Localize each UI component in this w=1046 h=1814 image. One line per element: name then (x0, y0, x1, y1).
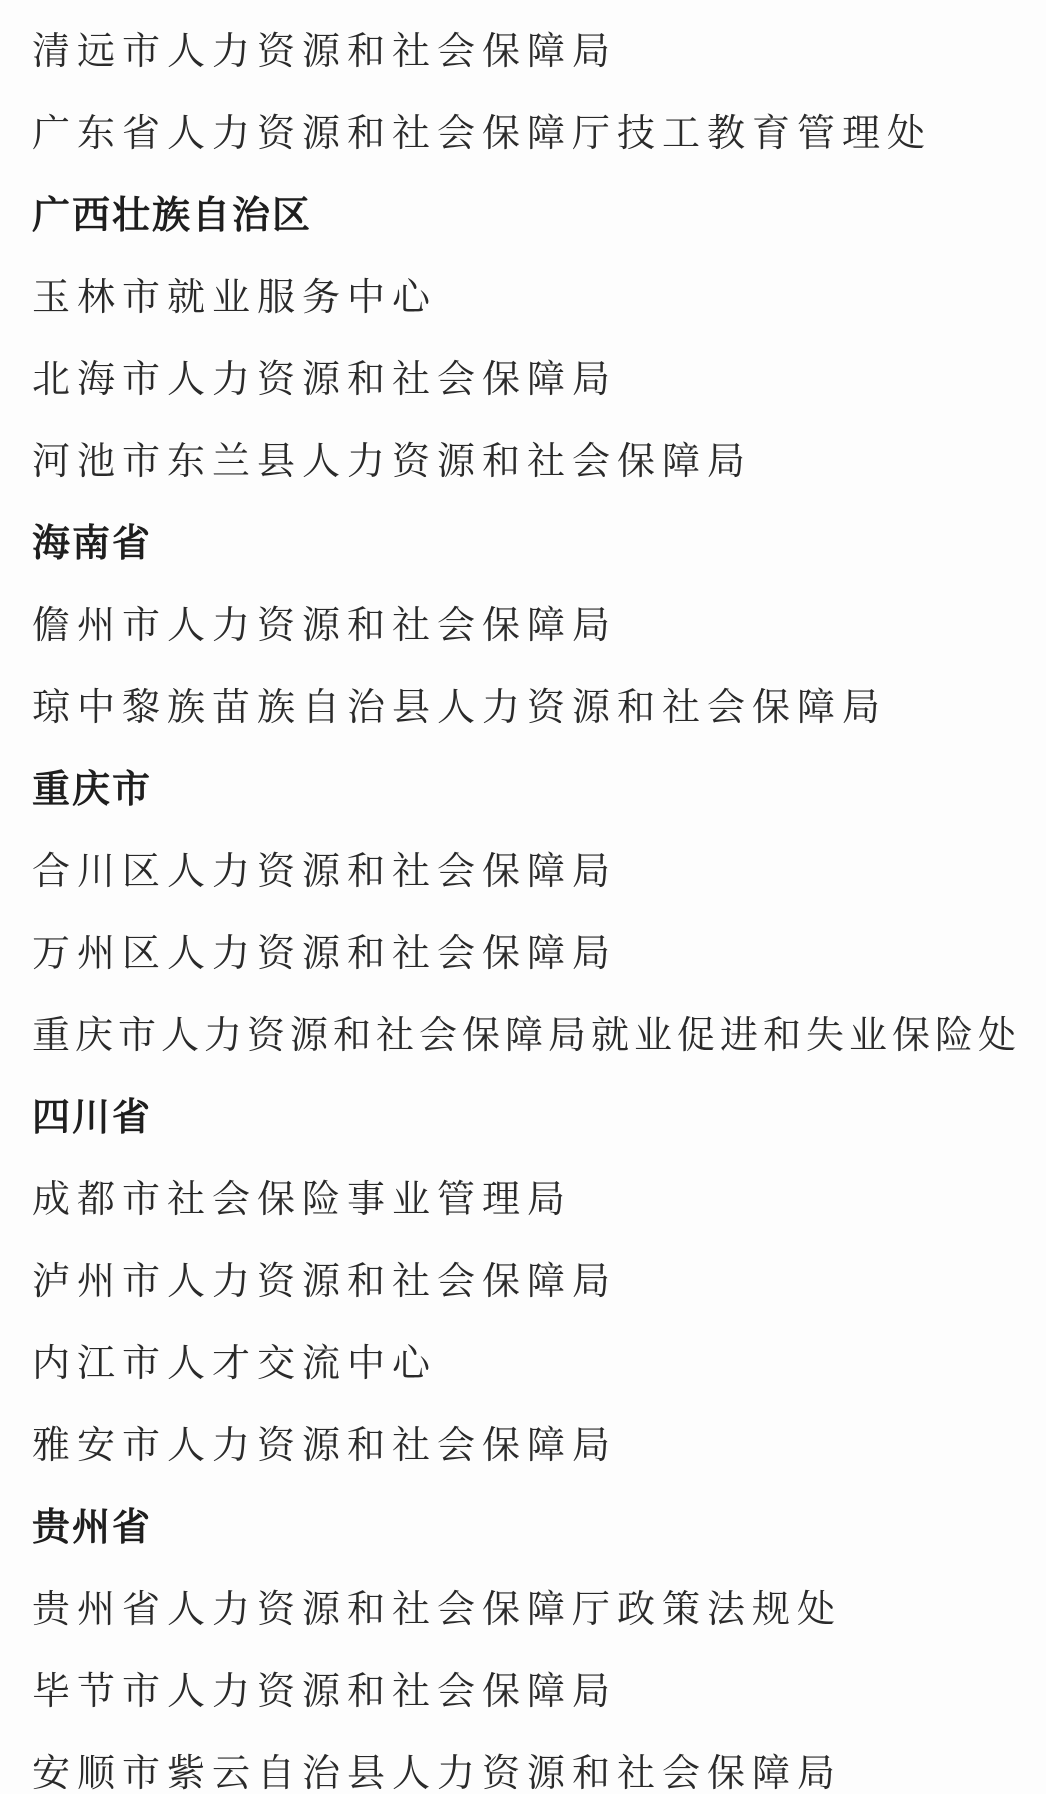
list-item: 内江市人才交流中心 (32, 1341, 438, 1385)
region-heading: 海南省 (32, 521, 153, 565)
list-item: 清远市人力资源和社会保障局 (32, 29, 618, 73)
list-item: 河池市东兰县人力资源和社会保障局 (32, 439, 753, 483)
list-item: 毕节市人力资源和社会保障局 (32, 1669, 618, 1713)
list-item: 安顺市紫云自治县人力资源和社会保障局 (32, 1751, 843, 1795)
list-item: 雅安市人力资源和社会保障局 (32, 1423, 618, 1467)
region-heading: 广西壮族自治区 (32, 193, 313, 237)
region-heading: 贵州省 (32, 1505, 153, 1549)
organization-list (32, 10, 1042, 1814)
list-item: 泸州市人力资源和社会保障局 (32, 1259, 618, 1303)
list-item: 北海市人力资源和社会保障局 (32, 357, 618, 401)
list-item: 成都市社会保险事业管理局 (32, 1177, 573, 1221)
list-item: 广东省人力资源和社会保障厅技工教育管理处 (32, 111, 933, 155)
list-item: 合川区人力资源和社会保障局 (32, 849, 618, 893)
list-item: 玉林市就业服务中心 (32, 275, 438, 319)
region-heading: 重庆市 (32, 767, 153, 811)
list-item: 琼中黎族苗族自治县人力资源和社会保障局 (32, 685, 888, 729)
list-item: 贵州省人力资源和社会保障厅政策法规处 (32, 1587, 843, 1631)
list-item: 儋州市人力资源和社会保障局 (32, 603, 618, 647)
list-item: 重庆市人力资源和社会保障局就业促进和失业保险处 (32, 1013, 1022, 1057)
region-heading: 四川省 (32, 1095, 153, 1139)
list-item: 万州区人力资源和社会保障局 (32, 931, 618, 975)
